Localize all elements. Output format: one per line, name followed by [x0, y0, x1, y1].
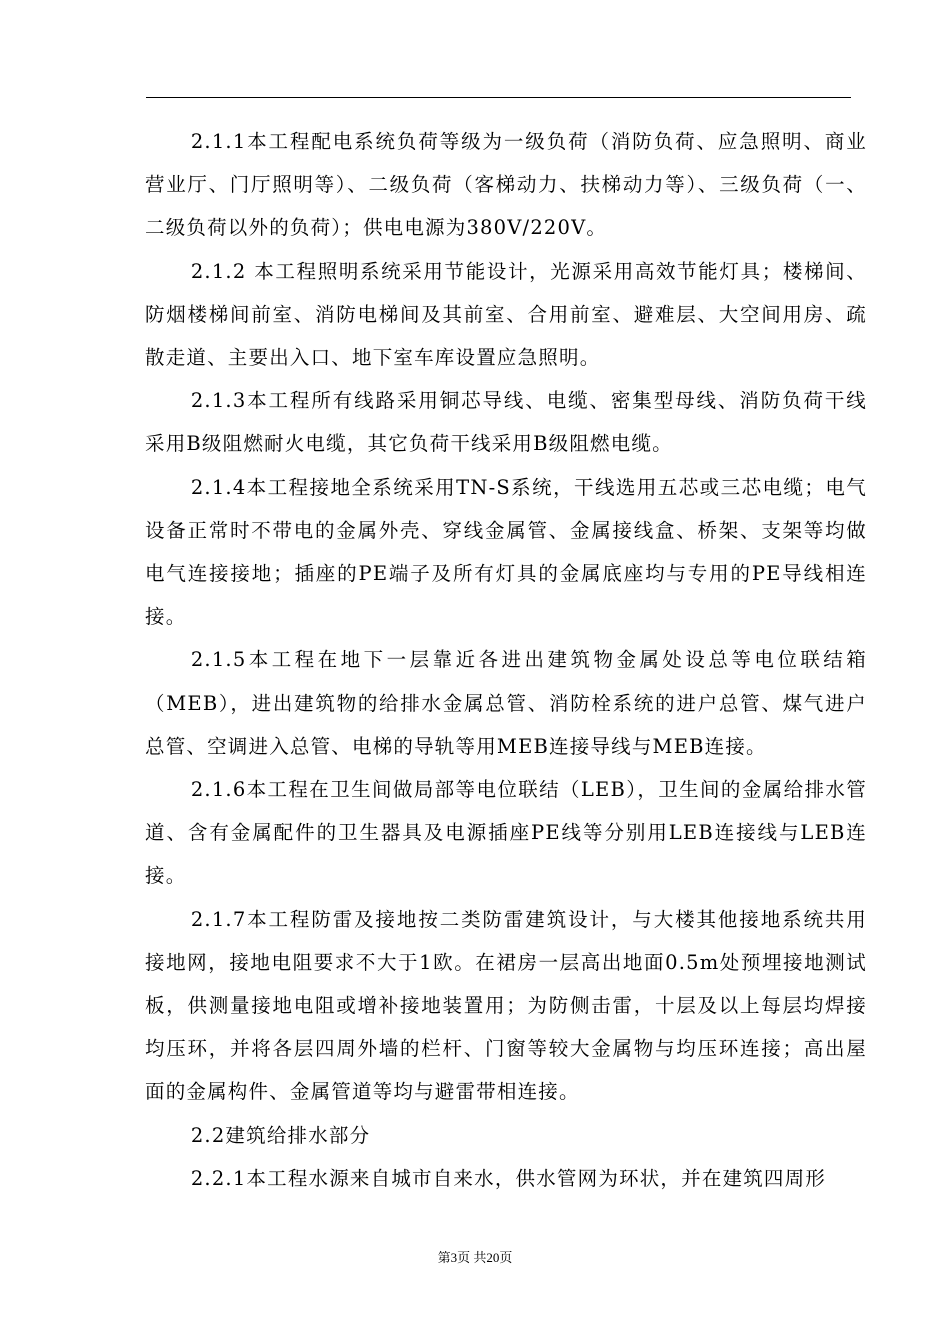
- document-body: [145, 120, 867, 1200]
- paragraph-2-1-2: 2.1.2 本工程照明系统采用节能设计，光源采用高效节能灯具；楼梯间、防烟楼梯间前室、消防电梯间及其前室、合用前室、避难层、大空间用房、疏散走道、主要出入口、地下室车库设置应急照明。: [145, 259, 867, 370]
- paragraph-2-1-1: 2.1.1本工程配电系统负荷等级为一级负荷（消防负荷、应急照明、商业营业厅、门厅照明等）、二级负荷（客梯动力、扶梯动力等）、三级负荷（一、二级负荷以外的负荷）；供电电源为380V/220V。: [145, 130, 867, 240]
- section-heading-2-2: 2.2建筑给排水部分: [190, 1123, 371, 1147]
- paragraph-2-2-1: 2.2.1本工程水源来自城市自来水，供水管网为环状，并在建筑四周形: [190, 1166, 827, 1190]
- paragraph-2-1-5: 2.1.5本工程在地下一层靠近各进出建筑物金属处设总等电位联结箱（MEB），进出建筑物的给排水金属总管、消防栓系统的进户总管、煤气进户总管、空调进入总管、电梯的导轨等用MEB连接导线与MEB连接。: [145, 648, 867, 758]
- paragraph-2-1-4: 2.1.4本工程接地全系统采用TN-S系统，干线选用五芯或三芯电缆；电气设备正常时不带电的金属外壳、穿线金属管、金属接线盒、桥架、支架等均做电气连接接地；插座的PE端子及所有灯具的金属底座均与专用的PE导线相连接。: [145, 475, 867, 629]
- page-footer: 第3页 共20页: [437, 1250, 513, 1265]
- paragraph-2-1-6: 2.1.6本工程在卫生间做局部等电位联结（LEB），卫生间的金属给排水管道、含有金属配件的卫生器具及电源插座PE线等分别用LEB连接线与LEB连接。: [145, 778, 867, 888]
- header-rule: [146, 97, 851, 98]
- paragraph-2-1-7: 2.1.7本工程防雷及接地按二类防雷建筑设计，与大楼其他接地系统共用接地网，接地电阻要求不大于1欧。在裙房一层高出地面0.5m处预埋接地测试板，供测量接地电阻或增补接地装置用；为防侧击雷，十层及以上每层均焊接均压环，并将各层四周外墙的栏杆、门窗等较大金属物与均压环连接；高出屋面的金属构件、金属管道等均与避雷带相连接。: [145, 907, 867, 1104]
- paragraph-2-1-3: 2.1.3本工程所有线路采用铜芯导线、电缆、密集型母线、消防负荷干线采用B级阻燃耐火电缆，其它负荷干线采用B级阻燃电缆。: [145, 389, 867, 456]
